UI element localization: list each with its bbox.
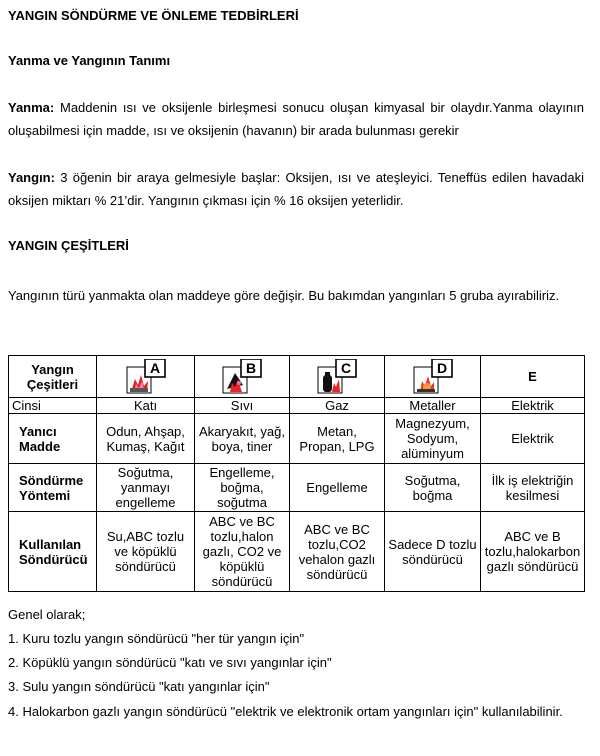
yanici-label: Yanıcı Madde <box>9 414 97 464</box>
table-cell: Metaller <box>385 398 481 414</box>
fire-classes-table <box>8 355 585 592</box>
table-row-yanici <box>9 414 585 464</box>
class-e-cell: E <box>481 356 585 398</box>
table-row-kullanilan <box>9 512 585 592</box>
table-cell: Elektrik <box>481 398 585 414</box>
table-cell: ABC ve BC tozlu,CO2 vehalon gazlı söndürücü <box>290 512 385 592</box>
svg-text:D: D <box>436 359 447 376</box>
table-cell: Soğutma, boğma <box>385 464 481 512</box>
yanma-text: Maddenin ısı ve oksijenle birleşmesi sonucu oluşan kimyasal bir olaydır.Yanma olayının oluşabilmesi için madde, ısı ve oksijenin (havanın) bir arada bulunması gerekir <box>8 100 584 138</box>
list-item: 3. Sulu yangın söndürücü "katı yangınlar için" <box>8 679 270 694</box>
table-row-icons <box>9 356 585 398</box>
table-cell: Akaryakıt, yağ, boya, tiner <box>195 414 290 464</box>
table-cell: Soğutma, yanmayı engelleme <box>97 464 195 512</box>
class-c-cell <box>290 356 385 398</box>
table-cell: Engelleme, boğma, soğutma <box>195 464 290 512</box>
yangin-paragraph <box>8 166 584 212</box>
list-item: 1. Kuru tozlu yangın söndürücü "her tür yangın için" <box>8 631 305 646</box>
yangin-label: Yangın: <box>8 170 55 185</box>
table-cell: İlk iş elektriğin kesilmesi <box>481 464 585 512</box>
section-heading-definition: Yanma ve Yangının Tanımı <box>8 53 171 68</box>
table-cell: Elektrik <box>481 414 585 464</box>
table-row-cinsi <box>9 398 585 414</box>
document-title: YANGIN SÖNDÜRME VE ÖNLEME TEDBİRLERİ <box>8 8 299 23</box>
table-cell: Su,ABC tozlu ve köpüklü söndürücü <box>97 512 195 592</box>
table-cell: ABC ve BC tozlu,halon gazlı, CO2 ve köpüklü söndürücü <box>195 512 290 592</box>
table-cell: Gaz <box>290 398 385 414</box>
table-cell: Sadece D tozlu söndürücü <box>385 512 481 592</box>
cinsi-label: Cinsi <box>9 398 97 414</box>
svg-text:B: B <box>245 359 257 376</box>
svg-text:A: A <box>149 359 160 376</box>
table-cell: Metan, Propan, LPG <box>290 414 385 464</box>
yontem-label: Söndürme Yöntemi <box>9 464 97 512</box>
section-heading-fire-types: YANGIN ÇEŞİTLERİ <box>8 238 129 253</box>
yanma-label: Yanma: <box>8 100 55 115</box>
intro-paragraph: Yangının türü yanmakta olan maddeye göre değişir. Bu bakımdan yangınları 5 gruba ayırabiliriz. <box>8 288 560 303</box>
burning-liquid-icon <box>221 359 263 395</box>
table-cell: Magnezyum, Sodyum, alüminyum <box>385 414 481 464</box>
table-cell: Sıvı <box>195 398 290 414</box>
class-b-cell <box>195 356 290 398</box>
svg-text:C: C <box>340 359 352 376</box>
gas-cylinder-icon <box>316 359 358 395</box>
table-cell: Odun, Ahşap, Kumaş, Kağıt <box>97 414 195 464</box>
class-d-cell <box>385 356 481 398</box>
burning-solids-icon <box>125 359 167 395</box>
yangin-text: 3 öğenin bir araya gelmesiyle başlar: Oksijen, ısı ve ateşleyici. Teneffüs edilen havadaki oksijen miktarı % 21’dir. Yangının çıkması için % 16 oksijen yeterlidir. <box>8 170 584 208</box>
class-a-cell <box>97 356 195 398</box>
table-cell: Engelleme <box>290 464 385 512</box>
header-cell: Yangın Çeşitleri <box>9 356 97 398</box>
table-cell: ABC ve B tozlu,halokarbon gazlı söndürücü <box>481 512 585 592</box>
burning-metal-icon <box>412 359 454 395</box>
list-item: 4. Halokarbon gazlı yangın söndürücü "elektrik ve elektronik ortam yangınları için" kullanılabilinir. <box>8 704 563 719</box>
table-row-yontem <box>9 464 585 512</box>
list-item: 2. Köpüklü yangın söndürücü "katı ve sıvı yangınlar için" <box>8 655 332 670</box>
general-intro: Genel olarak; <box>8 607 86 622</box>
yanma-paragraph <box>8 96 584 142</box>
kullanilan-label: Kullanılan Söndürücü <box>9 512 97 592</box>
table-cell: Katı <box>97 398 195 414</box>
